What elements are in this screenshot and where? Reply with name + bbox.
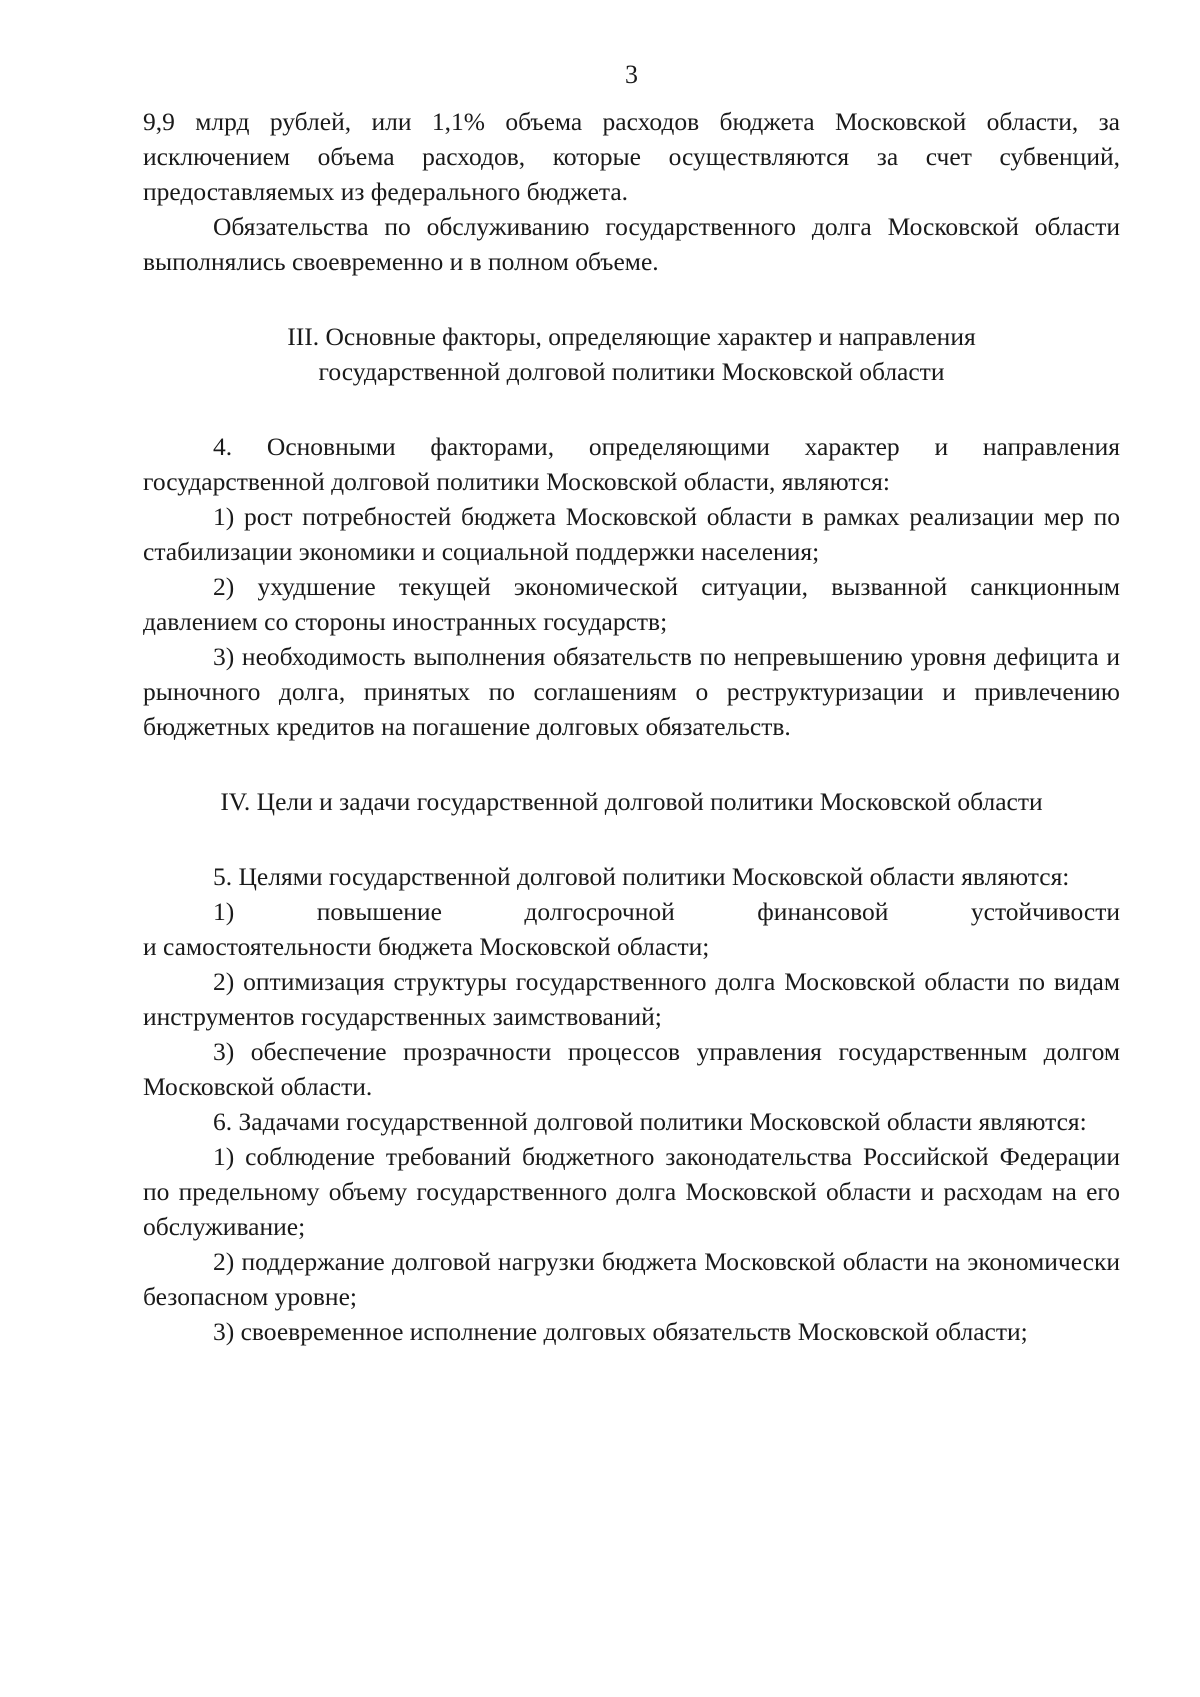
- section-heading-iv: IV. Цели и задачи государственной долговой политики Московской области: [220, 787, 1043, 816]
- list-item-task-2: 2) поддержание долговой нагрузки бюджета Московской области на экономически безопасном уровне;: [143, 1247, 1120, 1311]
- paragraph-continuation: 9,9 млрд рублей, или 1,1% объема расходов бюджета Московской области, за исключением объема расходов, которые осуществляются за счет субвенций, предоставляемых из федерального бюджета.: [143, 107, 1120, 206]
- section-heading-iii-line2: государственной долговой политики Московской области: [318, 357, 945, 386]
- list-item-goal-3: 3) обеспечение прозрачности процессов управления государственным долгом Московской области.: [143, 1037, 1120, 1101]
- paragraph-factors-intro: 4. Основными факторами, определяющими характер и направления государственной долговой политики Московской области, являются:: [143, 432, 1120, 496]
- paragraph-obligations: Обязательства по обслуживанию государственного долга Московской области выполнялись своевременно и в полном объеме.: [143, 212, 1120, 276]
- page-number: 3: [625, 60, 638, 89]
- list-item-factor-3: 3) необходимость выполнения обязательств по непревышению уровня дефицита и рыночного долга, принятых по соглашениям о реструктуризации и привлечению бюджетных кредитов на погашение долговых обязательств.: [143, 642, 1120, 741]
- section-heading-iii-line1: III. Основные факторы, определяющие характер и направления: [287, 322, 976, 351]
- paragraph-goals-intro: 5. Целями государственной долговой политики Московской области являются:: [213, 862, 1070, 891]
- list-item-factor-1: 1) рост потребностей бюджета Московской области в рамках реализации мер по стабилизации экономики и социальной поддержки населения;: [143, 502, 1120, 566]
- list-item-task-1: 1) соблюдение требований бюджетного законодательства Российской Федерации по предельному объему государственного долга Московской области и расходам на его обслуживание;: [143, 1142, 1120, 1241]
- list-item-goal-1-line1: 1) повышение долгосрочной финансовой устойчивости: [213, 897, 1120, 926]
- list-item-goal-1-line2: и самостоятельности бюджета Московской области;: [143, 932, 710, 961]
- paragraph-tasks-intro: 6. Задачами государственной долговой политики Московской области являются:: [213, 1107, 1087, 1136]
- list-item-task-3: 3) своевременное исполнение долговых обязательств Московской области;: [213, 1317, 1028, 1346]
- list-item-goal-2: 2) оптимизация структуры государственного долга Московской области по видам инструментов государственных заимствований;: [143, 967, 1120, 1031]
- list-item-factor-2: 2) ухудшение текущей экономической ситуации, вызванной санкционным давлением со стороны иностранных государств;: [143, 572, 1120, 636]
- section-heading-iii: [143, 319, 1120, 389]
